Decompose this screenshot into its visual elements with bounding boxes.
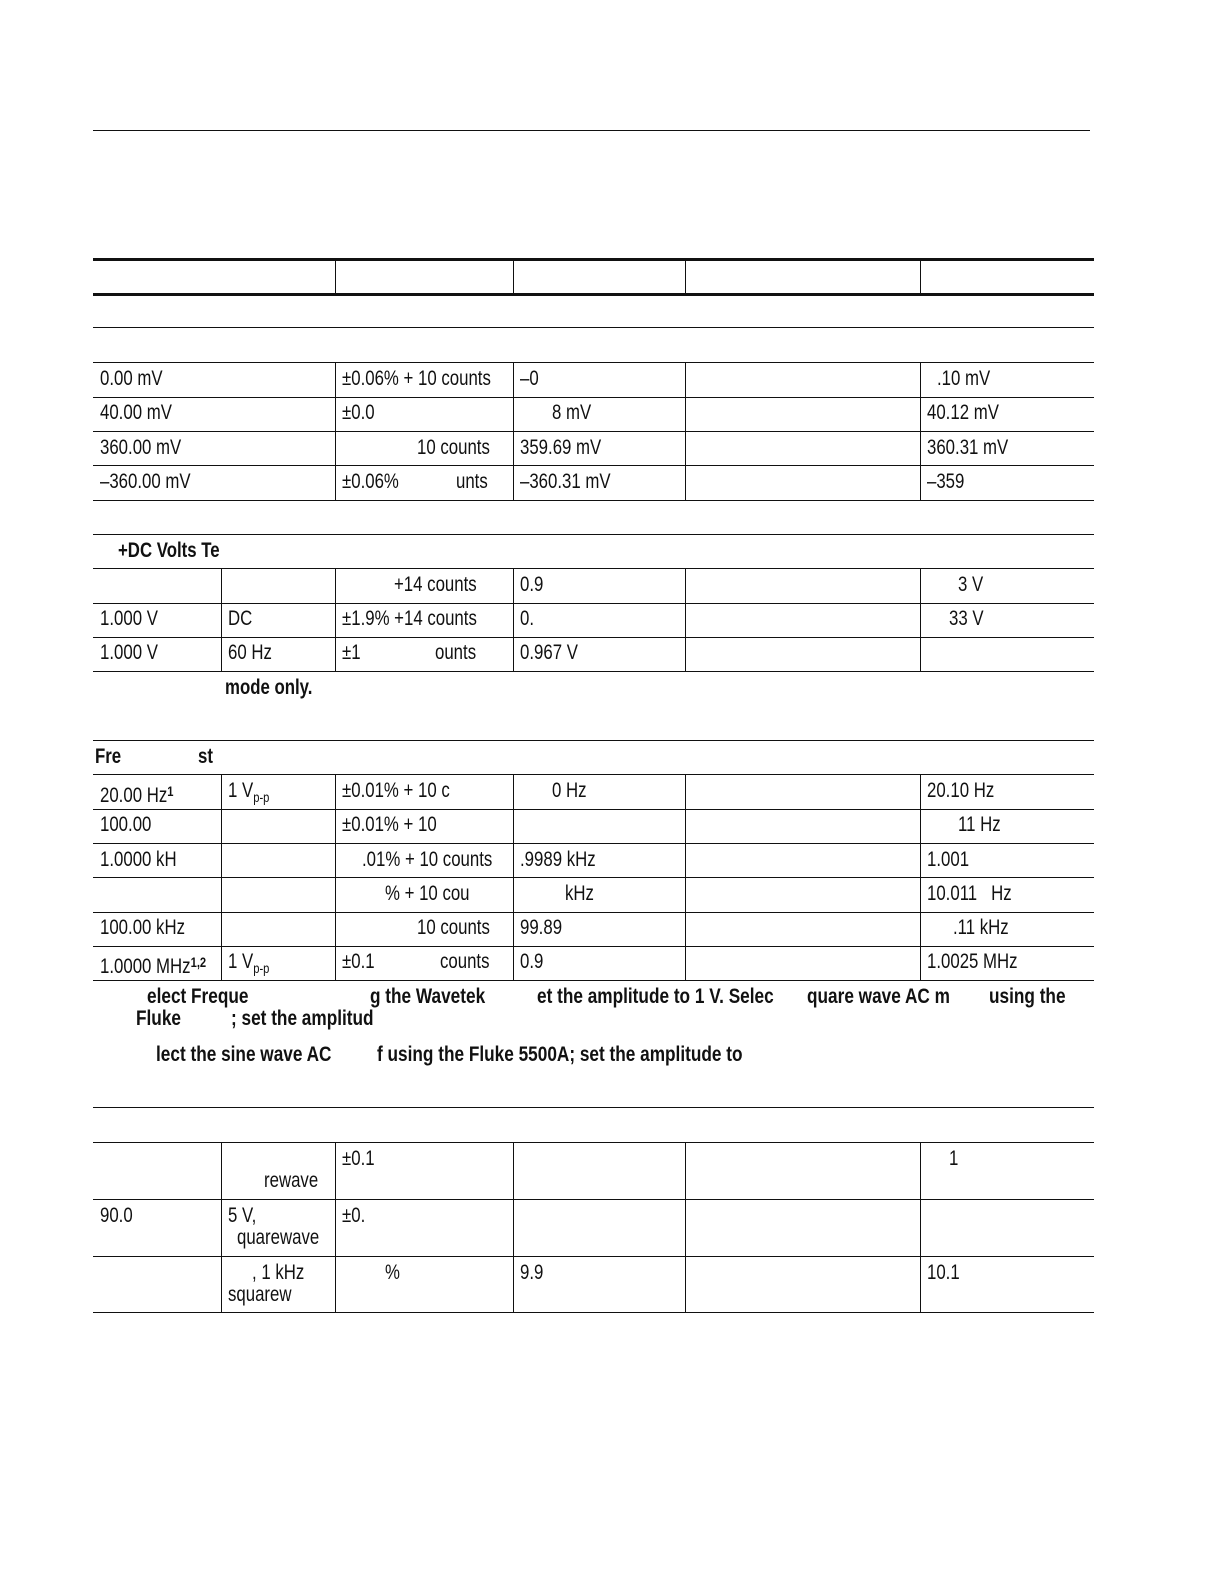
- dc-volts-row-rule: [93, 603, 1094, 604]
- duty-low-limit: 9.9: [520, 1261, 544, 1284]
- header-divider: [513, 260, 514, 294]
- freq-note-1: quare wave AC m: [807, 985, 950, 1008]
- duty-section-rule: [93, 1107, 1094, 1108]
- dc-volts-row-rule: [93, 671, 1094, 672]
- freq-row-rule: [93, 946, 1094, 947]
- col-divider: [513, 568, 514, 671]
- dc-mv-input: –360.00 mV: [100, 470, 191, 493]
- freq-low-limit: 99.89: [520, 916, 563, 939]
- freq-high-limit: 20.10 Hz: [927, 779, 995, 802]
- duty-tolerance: ±0.1: [342, 1147, 375, 1170]
- freq-low-limit: kHz: [565, 882, 594, 905]
- freq-amplitude: 1 $V_{p-p}$: [228, 950, 270, 976]
- duty-input: 90.0: [100, 1204, 133, 1227]
- freq-note-1: Fluke: [136, 1007, 181, 1030]
- dc-volts-low-limit: 0.967 V: [520, 641, 578, 664]
- dc-mv-row-rule: [93, 362, 1094, 363]
- freq-high-limit: .11 kHz: [953, 916, 1009, 939]
- freq-tolerance: ±0.1: [342, 950, 375, 973]
- freq-row-rule: [93, 774, 1094, 775]
- dc-mv-low-limit: –0: [520, 367, 539, 390]
- freq-section-rule: [93, 740, 1094, 741]
- freq-high-limit: 10.011 Hz: [927, 882, 1012, 905]
- col-divider: [335, 774, 336, 980]
- freq-low-limit: .9989 kHz: [520, 848, 596, 871]
- table-top-rule: [93, 258, 1094, 261]
- freq-input: 1.0000 kH: [100, 848, 177, 871]
- freq-low-limit: 0.9: [520, 950, 544, 973]
- col-divider: [685, 774, 686, 980]
- freq-tolerance: 10 counts: [417, 916, 490, 939]
- dc-mv-high-limit: 360.31 mV: [927, 436, 1009, 459]
- dc-volts-low-limit: 0.9: [520, 573, 544, 596]
- col-divider: [920, 1142, 921, 1312]
- dc-mv-tolerance: 10 counts: [417, 436, 490, 459]
- col-divider: [221, 1142, 222, 1312]
- freq-row-rule: [93, 877, 1094, 878]
- duty-signal: 5 V,: [228, 1204, 257, 1227]
- dc-mv-input: 360.00 mV: [100, 436, 182, 459]
- freq-input: 1.0000 MHz$^{1,2}$: [100, 954, 207, 978]
- duty-tolerance: ±0.: [342, 1204, 366, 1227]
- freq-tolerance: ±0.01% + 10: [342, 813, 437, 836]
- duty-signal: quarewave: [237, 1226, 320, 1249]
- header-divider: [920, 260, 921, 294]
- dc-volts-row-rule: [93, 568, 1094, 569]
- freq-note-1: g the Wavetek: [370, 985, 486, 1008]
- dc-mv-tolerance: ±0.06% + 10 counts: [342, 367, 491, 390]
- dc-mv-high-limit: –359: [927, 470, 965, 493]
- dc-mv-tolerance: ±0.06%: [342, 470, 399, 493]
- duty-row-rule: [93, 1312, 1094, 1313]
- dc-volts-tolerance: +14 counts: [394, 573, 477, 596]
- freq-amplitude: 1 $V_{p-p}$: [228, 779, 270, 805]
- dc-mv-section-rule: [93, 327, 1094, 328]
- freq-input: 100.00 kHz: [100, 916, 185, 939]
- dc-mv-row-rule: [93, 397, 1094, 398]
- dc-volts-section-rule: [93, 534, 1094, 535]
- dc-mv-low-limit: 359.69 mV: [520, 436, 602, 459]
- dc-volts-tolerance-tail: ounts: [435, 641, 477, 664]
- freq-note-1: ; set the amplitud: [231, 1007, 374, 1030]
- freq-high-limit: 1.0025 MHz: [927, 950, 1018, 973]
- dc-volts-input: 1.000 V: [100, 607, 158, 630]
- page-header-rule: [93, 130, 1090, 131]
- dc-mv-low-limit: –360.31 mV: [520, 470, 611, 493]
- freq-low-limit: 0 Hz: [552, 779, 587, 802]
- duty-signal: , 1 kHz: [252, 1261, 305, 1284]
- dc-mv-high-limit: .10 mV: [937, 367, 991, 390]
- duty-high-limit: 1: [949, 1147, 959, 1170]
- dc-mv-row-rule: [93, 431, 1094, 432]
- freq-note-1: using the: [989, 985, 1066, 1008]
- freq-high-limit: 11 Hz: [958, 813, 1001, 836]
- col-divider: [685, 1142, 686, 1312]
- freq-row-rule: [93, 980, 1094, 981]
- dc-mv-input: 0.00 mV: [100, 367, 163, 390]
- dc-volts-high-limit: 3 V: [958, 573, 984, 596]
- dc-mv-input: 40.00 mV: [100, 401, 172, 424]
- freq-row-rule: [93, 809, 1094, 810]
- dc-volts-mode: DC: [228, 607, 253, 630]
- duty-row-rule: [93, 1199, 1094, 1200]
- dc-mv-tolerance: ±0.0: [342, 401, 375, 424]
- dc-volts-row-rule: [93, 637, 1094, 638]
- dc-volts-footnote: mode only.: [225, 676, 313, 699]
- dc-mv-tolerance-tail: unts: [456, 470, 488, 493]
- col-divider: [335, 362, 336, 500]
- col-divider: [513, 774, 514, 980]
- header-divider: [685, 260, 686, 294]
- dc-volts-tolerance: ±1.9% +14 counts: [342, 607, 477, 630]
- col-divider: [221, 568, 222, 671]
- freq-tolerance-tail: counts: [440, 950, 490, 973]
- dc-volts-tolerance: ±1: [342, 641, 361, 664]
- header-divider: [335, 260, 336, 294]
- freq-high-limit: 1.001: [927, 848, 970, 871]
- duty-signal: rewave: [264, 1169, 319, 1192]
- dc-volts-mode: 60 Hz: [228, 641, 272, 664]
- col-divider: [685, 362, 686, 500]
- freq-input: 100.00: [100, 813, 152, 836]
- col-divider: [685, 568, 686, 671]
- duty-tolerance: %: [385, 1261, 400, 1284]
- col-divider: [513, 1142, 514, 1312]
- dc-mv-row-rule: [93, 500, 1094, 501]
- freq-row-rule: [93, 912, 1094, 913]
- col-divider: [920, 568, 921, 671]
- duty-row-rule: [93, 1256, 1094, 1257]
- col-divider: [920, 362, 921, 500]
- dc-mv-low-limit: 8 mV: [552, 401, 592, 424]
- dc-volts-high-limit: 33 V: [949, 607, 984, 630]
- freq-tolerance: .01% + 10 counts: [362, 848, 493, 871]
- freq-note-2: lect the sine wave AC: [156, 1043, 332, 1066]
- dc-mv-row-rule: [93, 465, 1094, 466]
- freq-input: 20.00 Hz$^1$: [100, 783, 174, 807]
- dc-mv-high-limit: 40.12 mV: [927, 401, 999, 424]
- freq-section-title: Fre: [95, 745, 122, 768]
- dc-volts-low-limit: 0.: [520, 607, 535, 630]
- col-divider: [920, 774, 921, 980]
- duty-row-rule: [93, 1142, 1094, 1143]
- freq-note-1: elect Freque: [147, 985, 249, 1008]
- dc-volts-section-title: +DC Volts Te: [118, 539, 220, 562]
- freq-tolerance: % + 10 cou: [385, 882, 470, 905]
- col-divider: [335, 568, 336, 671]
- dc-volts-input: 1.000 V: [100, 641, 158, 664]
- duty-signal: squarew: [228, 1283, 292, 1306]
- table-header-bottom-rule: [93, 293, 1094, 296]
- freq-row-rule: [93, 843, 1094, 844]
- freq-note-2: f using the Fluke 5500A; set the amplitude to: [377, 1043, 743, 1066]
- freq-section-title-tail: st: [198, 745, 213, 768]
- freq-note-1: et the amplitude to 1 V. Selec: [537, 985, 774, 1008]
- duty-high-limit: 10.1: [927, 1261, 960, 1284]
- freq-tolerance: ±0.01% + 10 c: [342, 779, 450, 802]
